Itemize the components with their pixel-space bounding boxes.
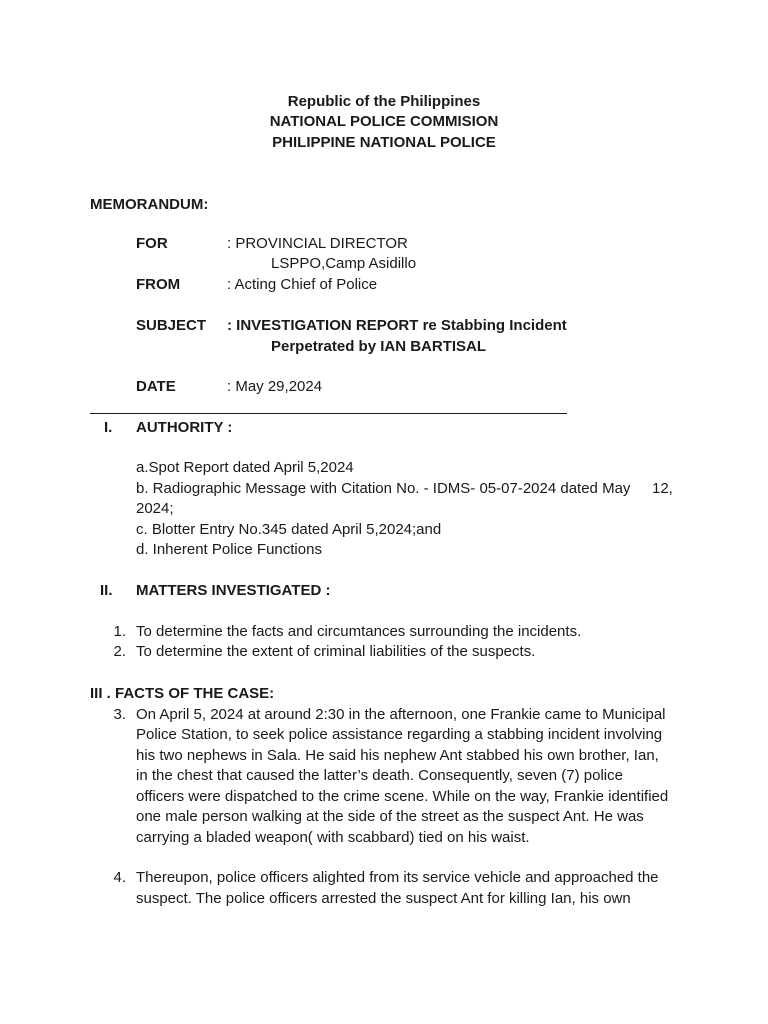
fact-3-line: in the chest that caused the latter’s death. Consequently, seven (7) police xyxy=(136,767,623,784)
date-label: DATE xyxy=(136,378,176,395)
subject-value-line2: Perpetrated by IAN BARTISAL xyxy=(271,338,487,355)
for-value: : PROVINCIAL DIRECTOR xyxy=(227,235,408,252)
header-pnp: PHILIPPINE NATIONAL POLICE xyxy=(272,134,496,151)
separator-line xyxy=(90,413,567,414)
list-item: To determine the facts and circumtances surrounding the incidents. xyxy=(136,623,582,640)
list-item-number: 1. xyxy=(113,623,126,640)
header-republic: Republic of the Philippines xyxy=(287,93,481,110)
section2-title: MATTERS INVESTIGATED : xyxy=(136,582,331,599)
for-value-line2: LSPPO,Camp Asidillo xyxy=(271,255,417,272)
fact-3-line: Police Station, to seek police assistance regarding a stabbing incident involving xyxy=(136,726,663,743)
date-value: : May 29,2024 xyxy=(227,378,323,395)
authority-item-b-day: 12, xyxy=(652,480,673,497)
from-label: FROM xyxy=(136,276,181,293)
from-value: : Acting Chief of Police xyxy=(227,276,378,293)
list-item-number: 3. xyxy=(113,706,126,723)
list-item-number: 4. xyxy=(113,869,126,886)
fact-3-line: On April 5, 2024 at around 2:30 in the afternoon, one Frankie came to Municipal xyxy=(136,706,666,723)
section2-numeral: II. xyxy=(100,582,113,599)
fact-4-line: Thereupon, police officers alighted from its service vehicle and approached the xyxy=(136,869,659,886)
list-item-number: 2. xyxy=(113,643,126,660)
fact-3-line: carrying a bladed weapon( with scabbard) tied on his waist. xyxy=(136,829,530,846)
memo-label: MEMORANDUM: xyxy=(90,196,209,213)
authority-item-b-year: 2024; xyxy=(136,500,174,517)
section3-title: III . FACTS OF THE CASE: xyxy=(90,685,275,702)
header-napolcom: NATIONAL POLICE COMMISION xyxy=(269,113,499,130)
subject-value: : INVESTIGATION REPORT re Stabbing Incident xyxy=(227,317,567,334)
fact-4-line: suspect. The police officers arrested the suspect Ant for killing Ian, his own xyxy=(136,890,631,907)
section1-numeral: I. xyxy=(104,419,113,436)
authority-item-b: b. Radiographic Message with Citation No. - IDMS- 05-07-2024 dated May xyxy=(136,480,631,497)
authority-item-d: d. Inherent Police Functions xyxy=(136,541,322,558)
fact-3-line: officers were dispatched to the crime scene. While on the way, Frankie identified xyxy=(136,788,669,805)
fact-3-line: one male person walking at the side of the street as the suspect Ant. He was xyxy=(136,808,644,825)
section1-title: AUTHORITY : xyxy=(136,419,233,436)
fact-3-line: his two nephews in Sala. He said his nephew Ant stabbed his own brother, Ian, xyxy=(136,747,659,764)
list-item: To determine the extent of criminal liabilities of the suspects. xyxy=(136,643,536,660)
authority-item-c: c. Blotter Entry No.345 dated April 5,2024;and xyxy=(136,521,442,538)
authority-item-a: a.Spot Report dated April 5,2024 xyxy=(136,459,354,476)
for-label: FOR xyxy=(136,235,168,252)
subject-label: SUBJECT xyxy=(136,317,207,334)
